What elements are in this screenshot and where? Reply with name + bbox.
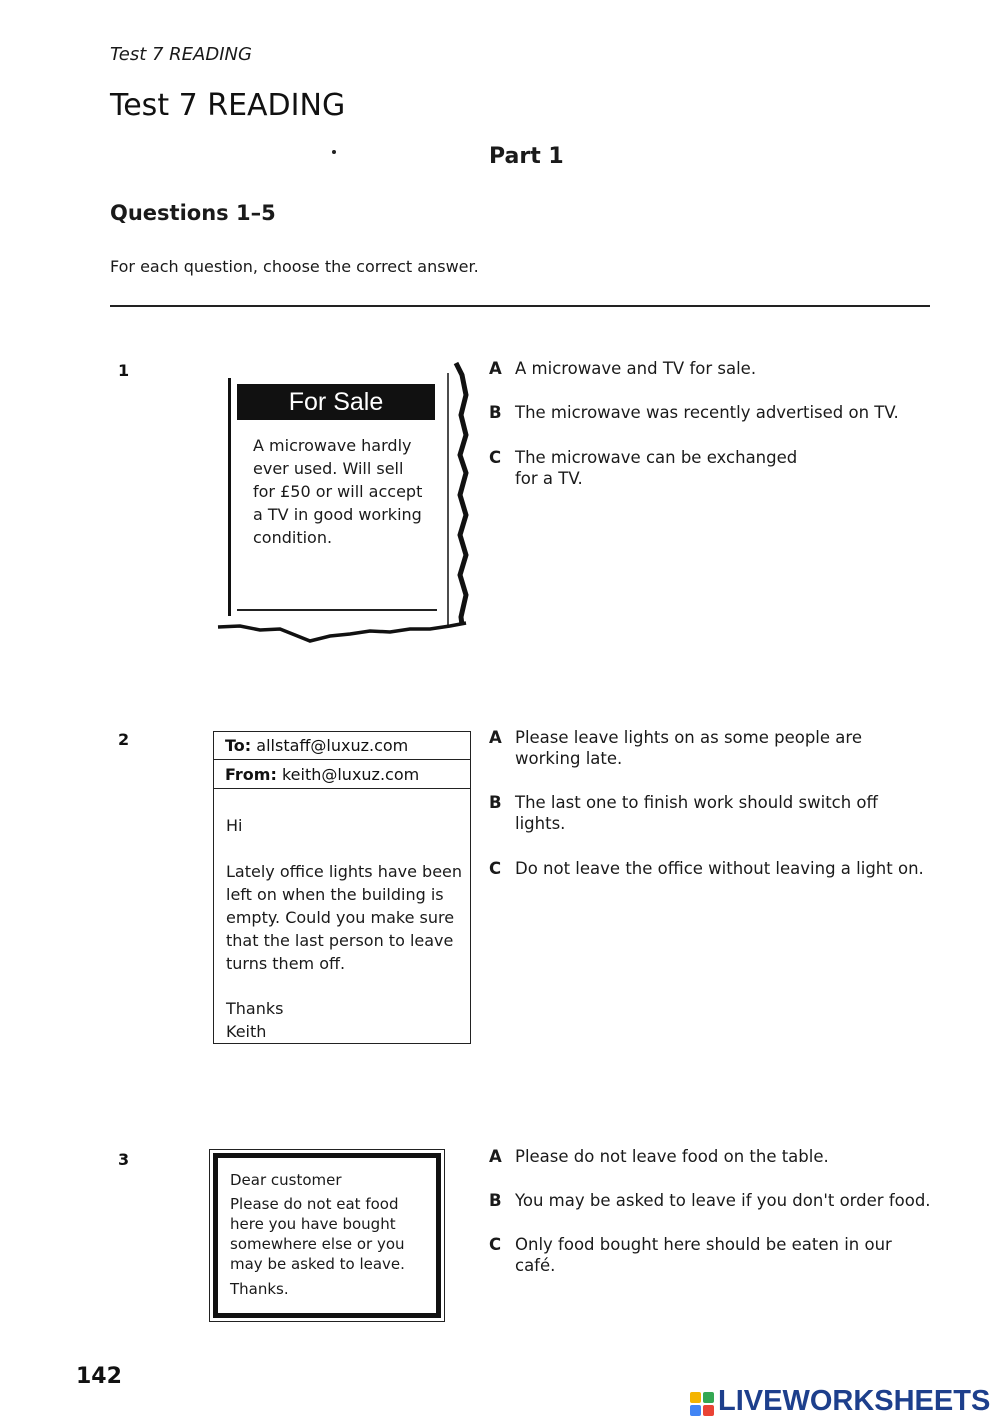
options-q3 (489, 1146, 929, 1286)
email-signoff: Thanks (226, 999, 284, 1018)
option-letter: C (489, 1235, 502, 1254)
options-q2 (489, 727, 929, 887)
brand-name[interactable]: LIVEWORKSHEETS (718, 1385, 991, 1417)
instructions: For each question, choose the correct answer. (110, 257, 479, 276)
page-number: 142 (76, 1364, 122, 1389)
notice-line: condition. (253, 528, 333, 547)
option-text: The microwave was recently advertised on TV. (515, 403, 899, 422)
torn-paper-edges (210, 355, 480, 650)
email-body (226, 814, 466, 1043)
option-text-line: for a TV. (515, 469, 583, 488)
notice-line: A microwave hardly (253, 436, 412, 455)
option-text: Do not leave the office without leaving a light on. (515, 859, 924, 878)
option-text: You may be asked to leave if you don't order food. (515, 1191, 931, 1210)
option-text (515, 727, 862, 769)
sign-signoff: Thanks. (230, 1280, 289, 1298)
option-text: Please do not leave food on the table. (515, 1147, 829, 1166)
email-notice (213, 731, 471, 1044)
email-to-line (214, 732, 470, 760)
sign-line: here you have bought (230, 1215, 396, 1233)
email-from-line (214, 761, 470, 789)
option-letter: A (489, 359, 502, 378)
questions-range-heading: Questions 1–5 (110, 201, 276, 225)
notice-line: a TV in good working (253, 505, 422, 524)
notice-line: ever used. Will sell (253, 459, 404, 478)
option-text-line: café. (515, 1256, 556, 1275)
option-letter: A (489, 728, 502, 747)
logo-square (703, 1392, 714, 1403)
running-head: Test 7 READING (110, 44, 252, 65)
options-q1 (489, 358, 929, 498)
question-number: 1 (118, 361, 130, 380)
logo-square (690, 1405, 701, 1416)
option-text-line: The last one to finish work should switch off (515, 793, 878, 812)
page-title: Test 7 READING (110, 88, 346, 123)
email-line: Lately office lights have been (226, 862, 463, 881)
notice-line: for £50 or will accept (253, 482, 423, 501)
option-text (515, 1234, 892, 1276)
part-heading: Part 1 (489, 144, 564, 169)
email-to-value: allstaff@luxuz.com (256, 736, 409, 755)
cafe-sign-notice (209, 1149, 445, 1322)
email-line: turns them off. (226, 954, 346, 973)
logo-square (703, 1405, 714, 1416)
option-text-line: lights. (515, 814, 566, 833)
option-text (515, 792, 878, 834)
stray-dot (332, 150, 336, 154)
question-number: 3 (118, 1150, 130, 1169)
option-text-line: The microwave can be exchanged (515, 448, 798, 467)
divider-rule (110, 305, 930, 307)
email-greeting: Hi (226, 816, 243, 835)
option-text-line: working late. (515, 749, 623, 768)
sign-line: may be asked to leave. (230, 1255, 405, 1273)
email-line: empty. Could you make sure (226, 908, 455, 927)
email-line: left on when the building is (226, 885, 444, 904)
logo-square (690, 1392, 701, 1403)
option-letter: A (489, 1147, 502, 1166)
option-text-line: Please leave lights on as some people are (515, 728, 862, 747)
option-letter: B (489, 1191, 502, 1210)
option-text: A microwave and TV for sale. (515, 359, 757, 378)
question-number: 2 (118, 730, 130, 749)
email-line: that the last person to leave (226, 931, 454, 950)
option-letter: C (489, 448, 502, 467)
option-letter: B (489, 403, 502, 422)
email-from-value: keith@luxuz.com (281, 765, 420, 784)
option-letter: B (489, 793, 502, 812)
email-signature: Keith (226, 1022, 267, 1041)
sign-line: Please do not eat food (230, 1195, 399, 1213)
sign-greeting: Dear customer (230, 1171, 342, 1189)
option-text-line: Only food bought here should be eaten in our (515, 1235, 892, 1254)
liveworksheets-logo-icon (690, 1392, 714, 1416)
option-text (515, 447, 797, 489)
email-from-label: From: (225, 765, 277, 784)
sign-body (230, 1170, 430, 1299)
sign-line: somewhere else or you (230, 1235, 405, 1253)
email-to-label: To: (225, 736, 252, 755)
option-letter: C (489, 859, 502, 878)
notice-heading: For Sale (237, 384, 435, 420)
